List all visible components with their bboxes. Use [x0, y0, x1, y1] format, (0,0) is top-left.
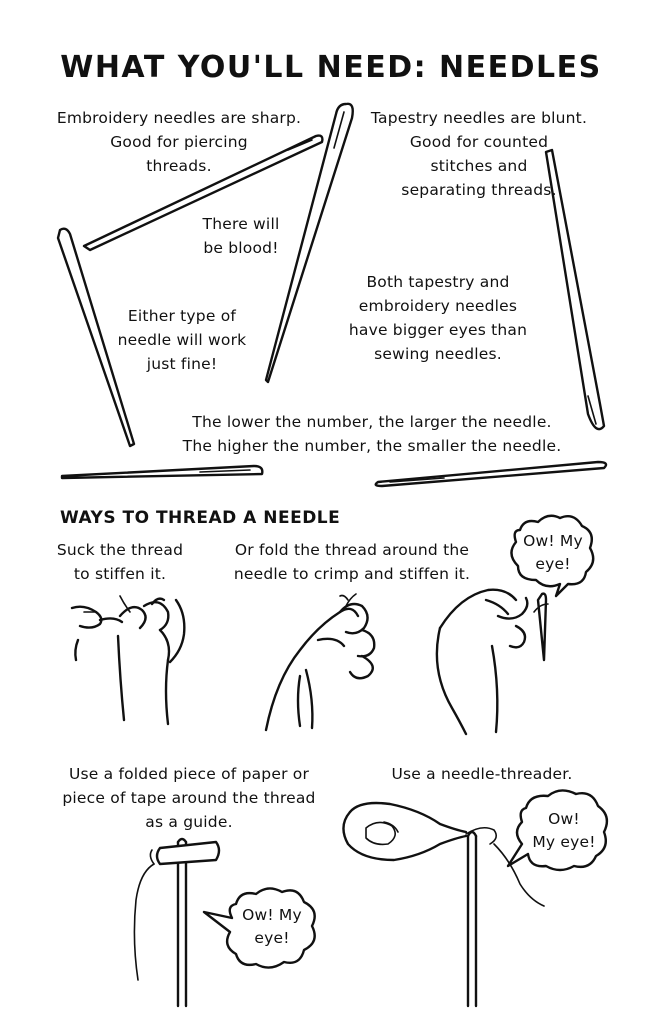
paper-guide-illustration	[134, 839, 219, 1006]
needle-threader-illustration	[343, 803, 544, 1006]
hand-fold-illustration	[266, 594, 374, 730]
needle-horizontal-left	[62, 466, 262, 478]
blood-note: There will be blood!	[202, 215, 280, 257]
page-title: WHAT YOU'LL NEED: NEEDLES	[60, 50, 602, 85]
embroidery-note: Embroidery needles are sharp. Good for piercing threads.	[56, 109, 302, 175]
section-heading: WAYS TO THREAD A NEEDLE	[60, 508, 341, 528]
bubble-threader-text: Ow! My eye!	[532, 810, 596, 851]
eyes-note: Both tapestry and embroidery needles have bigger eyes than sewing needles.	[348, 273, 528, 363]
hand-suck-illustration	[72, 596, 184, 724]
threader-caption: Use a needle-threader.	[391, 765, 573, 783]
hand-thread-illustration	[437, 590, 548, 734]
tapestry-needle-horizontal	[376, 462, 606, 486]
tapestry-note: Tapestry needles are blunt. Good for counted stitches and separating threads.	[370, 109, 588, 199]
fold-caption: Or fold the thread around the needle to crimp and stiffen it.	[233, 541, 471, 583]
paper-caption: Use a folded piece of paper or piece of tape around the thread as a guide.	[62, 765, 316, 831]
bubble-paper-text: Ow! My eye!	[242, 906, 302, 947]
suck-caption: Suck the thread to stiffen it.	[56, 541, 184, 583]
bubble-top-text: Ow! My eye!	[523, 532, 583, 573]
either-note: Either type of needle will work just fine!	[117, 307, 247, 373]
numbers-note: The lower the number, the larger the needle. The higher the number, the smaller the needle.	[182, 413, 562, 455]
